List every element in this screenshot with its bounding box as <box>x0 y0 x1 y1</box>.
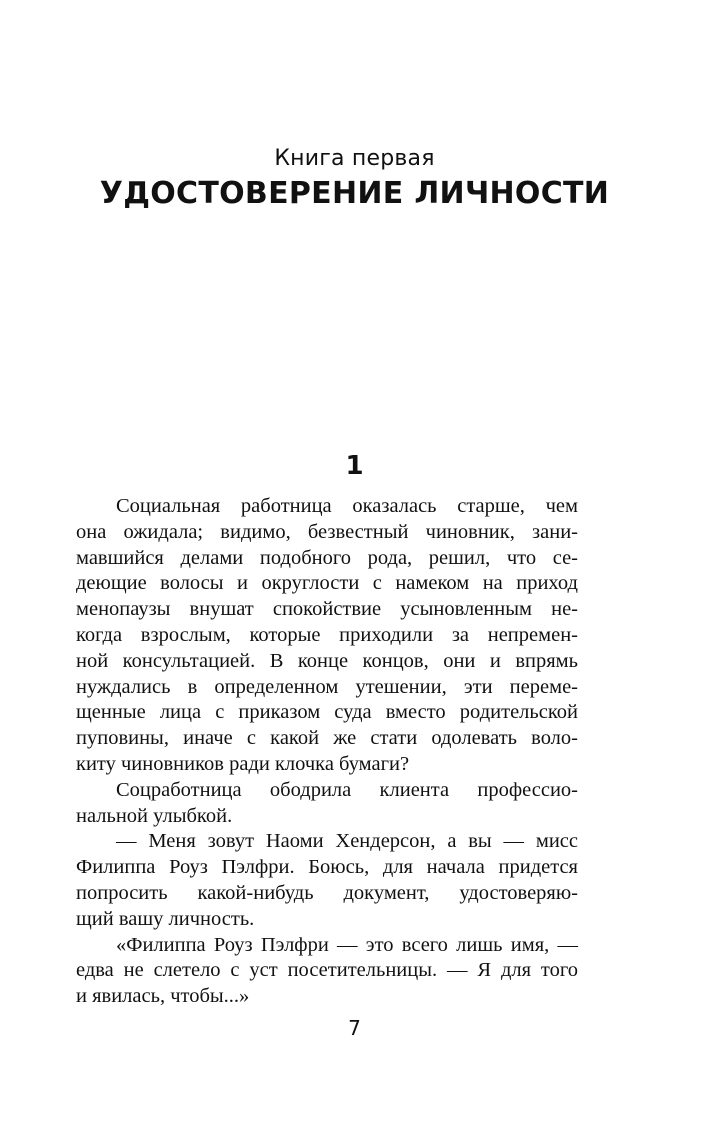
text-line: и явилась, чтобы...» <box>76 985 250 1008</box>
text-line: попросить какой-нибудь документ, удостоверяю- <box>76 881 578 904</box>
text-line: менопаузы внушат спокойствие усыновленным не- <box>76 598 578 621</box>
paragraph <box>76 494 578 778</box>
text-line: нальной улыбкой. <box>76 804 233 827</box>
book-part-title: УДОСТОВЕРЕНИЕ ЛИЧНОСТИ <box>99 176 610 211</box>
text-line: Филиппа Роуз Пэлфри. Боюсь, для начала придется <box>76 856 578 879</box>
paragraph <box>76 778 578 830</box>
text-line: киту чиновников ради клочка бумаги? <box>76 752 410 775</box>
text-line: «Филиппа Роуз Пэлфри — это всего лишь имя, — <box>116 933 578 956</box>
text-line: щенные лица с приказом суда вместо родительской <box>76 701 578 724</box>
page-number: 7 <box>348 1016 361 1040</box>
text-line: — Меня зовут Наоми Хендерсон, а вы — мисс <box>116 830 578 853</box>
text-line: деющие волосы и округлости с намеком на приход <box>76 572 578 595</box>
text-line: мавшийся делами подобного рода, решил, что се- <box>76 546 578 569</box>
text-line: нуждались в определенном утешении, эти переме- <box>76 675 578 698</box>
text-line: ной консультацией. В конце концов, они и впрямь <box>76 649 578 672</box>
text-line: Социальная работница оказалась старше, чем <box>116 495 578 517</box>
text-line: когда взрослым, которые приходили за непремен- <box>76 623 578 646</box>
text-line: Соцработница ободрила клиента профессио- <box>116 778 578 801</box>
text-line: едва не слетело с уст посетительницы. — Я для того <box>76 959 578 982</box>
paragraph <box>76 933 578 1010</box>
text-line: пуповины, иначе с какой же стати одолевать воло- <box>76 727 578 750</box>
chapter-number: 1 <box>345 451 364 481</box>
chapter-body-text <box>76 494 578 1010</box>
paragraph <box>76 829 578 932</box>
text-line: она ожидала; видимо, безвестный чиновник, зани- <box>76 520 578 543</box>
text-line: щий вашу личность. <box>76 907 255 930</box>
book-part-label: Книга первая <box>274 146 435 171</box>
